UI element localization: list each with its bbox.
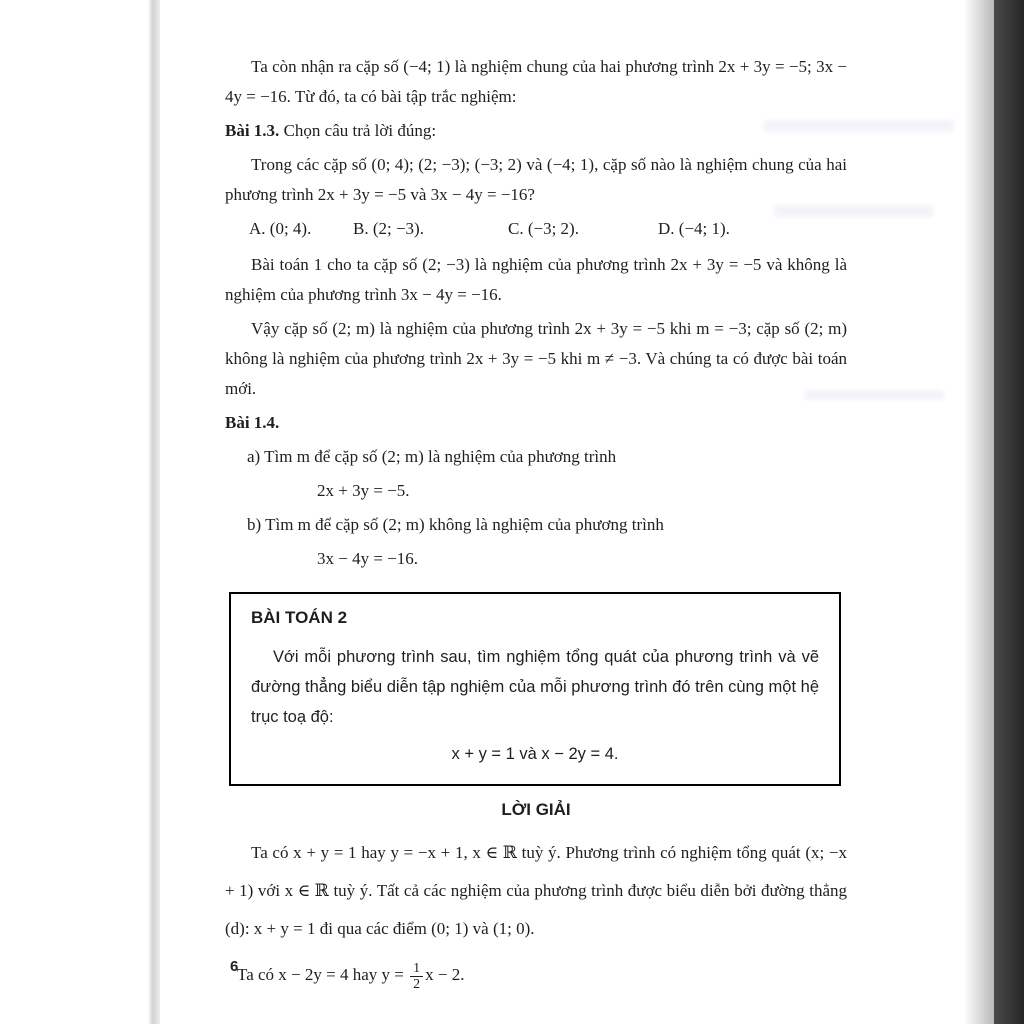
exercise-1-3-text: Chọn câu trả lời đúng: (279, 121, 437, 140)
paragraph-vay: Vậy cặp số (2; m) là nghiệm của phương trình 2x + 3y = −5 khi m = −3; cặp số (2; m) không là nghiệm của phương trình 2x + 3y = −5 khi m ≠ −3. Và chúng ta có được bài toán mới. (225, 319, 847, 398)
option-d: D. (−4; 1). (658, 219, 730, 238)
solution-paragraph-1: Ta có x + y = 1 hay y = −x + 1, x ∈ ℝ tuỳ ý. Phương trình có nghiệm tổng quát (x; −x + 1) với x ∈ ℝ tuỳ ý. Tất cả các nghiệm của phương trình được biểu diễn bởi đường thẳng (d): x + y = 1 đi qua các điểm (0; 1) và (1; 0). (225, 843, 847, 938)
scan-right-shadow (964, 0, 994, 1024)
page-content (225, 52, 847, 994)
exercise-1-3-label: Bài 1.3. (225, 121, 280, 140)
exercise-1-4-label: Bài 1.4. (225, 413, 280, 432)
intro-paragraph: Ta còn nhận ra cặp số (−4; 1) là nghiệm chung của hai phương trình 2x + 3y = −5; 3x − 4y = −16. Từ đó, ta có bài tập trắc nghiệm: (225, 57, 847, 106)
option-b: B. (2; −3). (353, 219, 424, 238)
solution-2-pre: Ta có x − 2y = 4 hay y = (237, 965, 409, 984)
solution-2-post: x − 2. (425, 965, 465, 984)
solution-heading: LỜI GIẢI (501, 800, 571, 819)
fraction-numerator: 1 (410, 961, 423, 977)
question-paragraph: Trong các cặp số (0; 4); (2; −3); (−3; 2) và (−4; 1), cặp số nào là nghiệm chung của hai phương trình 2x + 3y = −5 và 3x − 4y = −16? (225, 155, 847, 204)
item-a: a) Tìm m để cặp số (2; m) là nghiệm của phương trình (247, 447, 617, 466)
fraction-denominator: 2 (413, 976, 421, 992)
page-number: 6 (230, 958, 239, 975)
problem-2-title: BÀI TOÁN 2 (251, 608, 348, 627)
option-c: C. (−3; 2). (508, 219, 579, 238)
equation-a: 2x + 3y = −5. (317, 481, 410, 500)
item-b: b) Tìm m để cặp số (2; m) không là nghiệm của phương trình (247, 515, 664, 534)
answer-options-row (225, 214, 847, 244)
equation-b: 3x − 4y = −16. (317, 549, 419, 568)
fraction-one-half (410, 961, 423, 992)
scan-left-edge-strip (148, 0, 160, 1024)
scan-right-edge-bar (994, 0, 1024, 1024)
solution-paragraph-2 (225, 956, 847, 994)
problem-2-box (229, 592, 841, 786)
exercise-1-3 (225, 116, 847, 146)
option-a: A. (0; 4). (249, 219, 312, 238)
paragraph-baitoan1: Bài toán 1 cho ta cặp số (2; −3) là nghiệm của phương trình 2x + 3y = −5 và không là nghiệm của phương trình 3x − 4y = −16. (225, 255, 847, 304)
problem-2-equation: x + y = 1 và x − 2y = 4. (451, 745, 619, 763)
exercise-1-4 (225, 408, 847, 438)
problem-2-body: Với mỗi phương trình sau, tìm nghiệm tổng quát của phương trình và vẽ đường thẳng biểu diễn tập nghiệm của mỗi phương trình đó trên cùng một hệ trục toạ độ: (251, 648, 819, 726)
